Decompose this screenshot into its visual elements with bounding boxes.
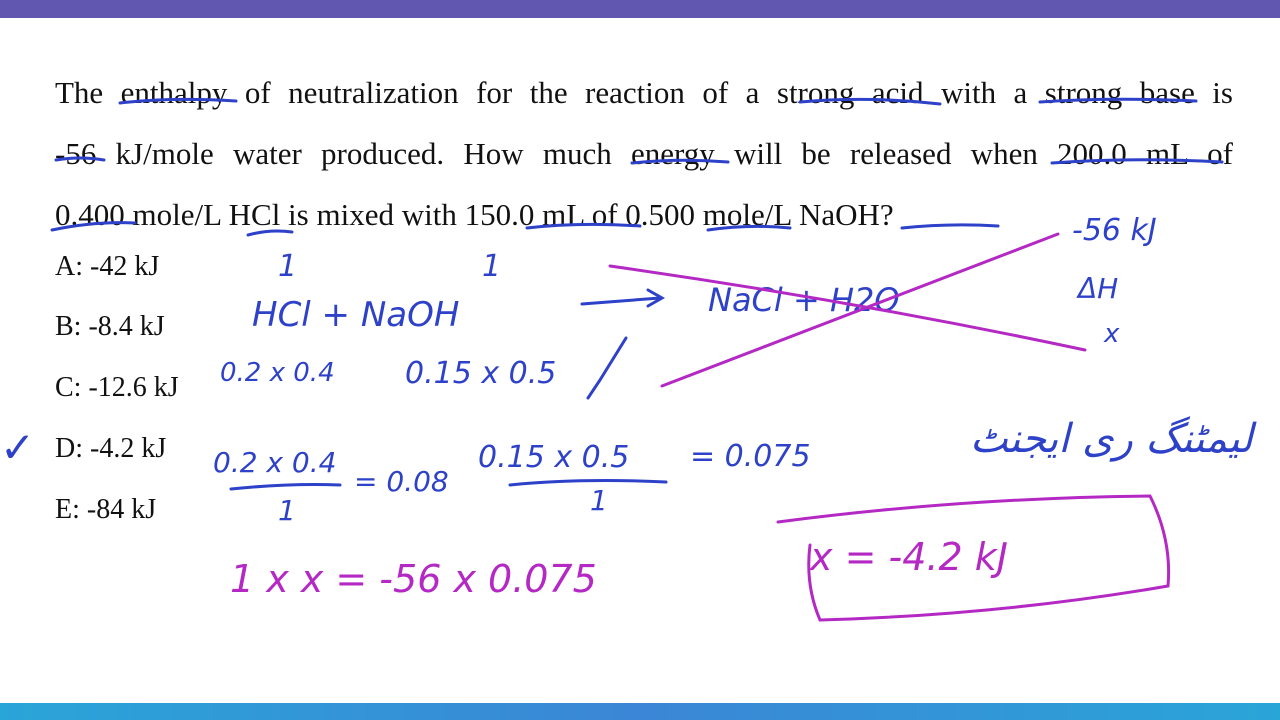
option-c: C: -12.6 kJ (55, 372, 179, 403)
equation-right: NaCl + H2O (708, 281, 900, 319)
option-b: B: -8.4 kJ (55, 311, 165, 342)
naoh-result: = 0.075 (690, 439, 811, 474)
option-e: E: -84 kJ (55, 494, 157, 525)
mole-ratio-hcl: 1 (278, 249, 298, 284)
equation-left: HCl + NaOH (252, 295, 460, 335)
hcl-fraction-den: 1 (278, 494, 296, 527)
check-mark-icon (588, 338, 626, 398)
option-a: A: -42 kJ (55, 251, 160, 282)
naoh-product: 0.15 x 0.5 (405, 356, 557, 391)
hcl-fraction-num: 0.2 x 0.4 (213, 446, 337, 479)
hcl-product: 0.2 x 0.4 (220, 358, 335, 388)
unknown-x: x (1104, 319, 1120, 349)
urdu-note: لیمٹنگ ری ایجنٹ (970, 416, 1253, 462)
option-d: D: -4.2 kJ (55, 433, 167, 464)
question-line-1: The enthalpy of neutralization for the reaction of a strong acid with a strong base is (55, 75, 1233, 110)
naoh-fraction-num: 0.15 x 0.5 (478, 440, 630, 475)
naoh-fraction-den: 1 (590, 484, 608, 517)
final-answer: x = -4.2 kJ (810, 535, 1008, 579)
mole-ratio-naoh: 1 (482, 249, 502, 284)
question-line-3: 0.400 mole/L HCl is mixed with 150.0 mL of 0.500 mole/L NaOH? (55, 197, 894, 232)
delta-h: ΔH (1078, 272, 1119, 305)
correct-check-icon: ✓ (0, 423, 36, 472)
given-energy: -56 kJ (1072, 213, 1157, 248)
question-line-2: -56 kJ/mole water produced. How much energy will be released when 200.0 mL of (55, 136, 1233, 171)
hcl-result: = 0.08 (354, 465, 449, 498)
work-equation: 1 x x = -56 x 0.075 (230, 557, 597, 601)
bottom-bar (0, 703, 1280, 720)
